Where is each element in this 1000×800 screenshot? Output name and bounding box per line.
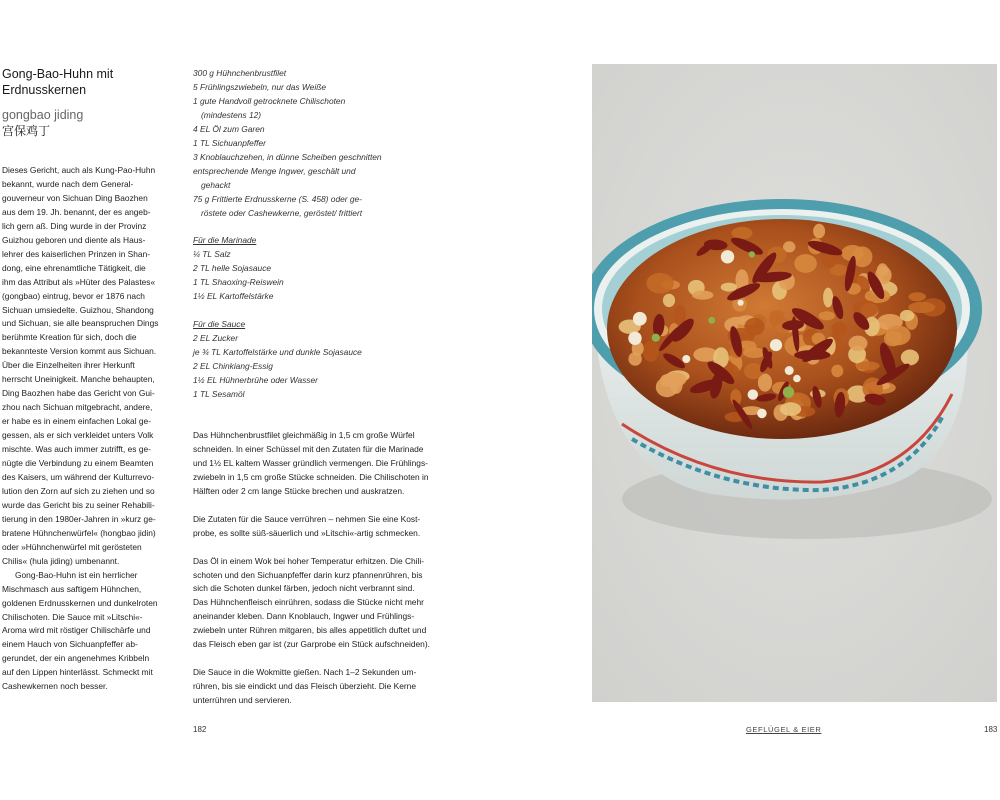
ingredient-line: 75 g Frittierte Erdnusskerne (S. 458) oder ge- xyxy=(193,193,362,204)
intro-line: Mischmasch aus saftigem Hühnchen, xyxy=(2,583,142,594)
intro-line: bekannteste Version kommt aus Sichuan. xyxy=(2,346,157,357)
ingredient-line: 300 g Hühnchenbrustfilet xyxy=(193,68,287,78)
intro-line: nügte die Verbindung zu einem Beamten xyxy=(2,458,154,469)
recipe-chinese-name: 宫保鸡丁 xyxy=(2,124,51,138)
ingredient-line: Für die Marinade xyxy=(193,235,257,246)
intro-line: Sichuan umsiedelte. Guizhou, Shandong xyxy=(2,304,154,315)
ingredient-line: Für die Sauce xyxy=(193,319,246,330)
intro-line: dong, eine ehrenamtliche Tätigkeit, die xyxy=(2,262,146,273)
ingredient-line: ¼ TL Salz xyxy=(193,249,231,260)
intro-line: (gongbao) eintrug, bevor er 1876 nach xyxy=(2,290,145,301)
ingredient-line: 1 gute Handvoll getrocknete Chilischoten xyxy=(193,95,346,106)
intro-line: einem Hauch von Sichuanpfeffer ab- xyxy=(2,639,138,650)
method-line: schoten und den Sichuanpfeffer darin kurz pfannenrühren, bis xyxy=(193,569,423,580)
ingredient-line: 2 EL Chinkiang-Essig xyxy=(193,360,273,371)
intro-line: auf den Lippen hinterlässt. Schmeckt mit xyxy=(2,667,153,678)
method-line: Das Hühnchenfleisch einrühren, sodass die Stücke nicht mehr xyxy=(193,597,424,608)
ingredient-line: je ¾ TL Kartoffelstärke und dunkle Sojasauce xyxy=(193,347,362,358)
intro-line: gouverneur von Sichuan Ding Baozhen xyxy=(2,192,148,203)
intro-line: Aroma wird mit röstiger Chilischärfe und xyxy=(2,625,151,636)
intro-line: er habe es in einem einfachen Lokal ge- xyxy=(2,416,151,427)
intro-line: Dieses Gericht, auch als Kung-Pao-Huhn xyxy=(2,165,156,175)
page-number-left: 182 xyxy=(193,725,207,734)
method-text xyxy=(193,429,453,708)
method-line: unterrühren und servieren. xyxy=(193,695,292,706)
ingredient-line xyxy=(193,220,413,234)
intro-line: mischte. Was auch immer zutrifft, es ge- xyxy=(2,444,151,455)
intro-line: Über die Einzelheiten ihrer Herkunft xyxy=(2,360,135,371)
intro-line: aus dem 19. Jh. benannt, der es angeb- xyxy=(2,206,151,217)
ingredient-line: entsprechende Menge Ingwer, geschält und xyxy=(193,165,356,176)
intro-line: herrscht Uneinigkeit. Manche behaupten, xyxy=(2,374,155,385)
ingredient-line: (mindestens 12) xyxy=(201,109,262,120)
ingredient-line: 5 Frühlingszwiebeln, nur das Weiße xyxy=(193,81,326,92)
recipe-title: Gong-Bao-Huhn mit Erdnusskernen xyxy=(2,67,114,97)
intro-line: Ding Baozhen habe das Gericht von Gui- xyxy=(2,388,155,399)
recipe-pinyin: gongbao jiding xyxy=(2,108,84,122)
intro-line: wurde das Gericht bis zu seiner Rehabili- xyxy=(2,499,155,510)
intro-line: bratene Hühnchenwürfel« (hongbao jidin) xyxy=(2,527,156,538)
method-line: Das Öl in einem Wok bei hoher Temperatur erhitzen. Die Chili- xyxy=(193,555,425,566)
ingredient-line: gehackt xyxy=(201,179,231,190)
page-number-right: 183 xyxy=(984,725,998,734)
intro-line: tierung in den 1980er-Jahren in »kurz ge- xyxy=(2,513,156,524)
method-line: das Fleisch eben gar ist (zur Garprobe ein Stück aufschneiden). xyxy=(193,639,430,650)
method-line: zwiebeln unter Rühren mitgaren, bis alles appetitlich duftet und xyxy=(193,625,427,636)
method-line: zwiebeln in 1,5 cm große Stücke schneiden. Die Chilischoten in xyxy=(193,471,429,482)
section-label: GEFLÜGEL & EIER xyxy=(746,725,822,734)
intro-text xyxy=(2,164,174,694)
intro-line: gessen, als er sich verkleidet unters Volk xyxy=(2,430,154,441)
intro-line: und Sichuan, sie alle beanspruchen Dings xyxy=(2,318,159,329)
intro-line: oder »Hühnchenwürfel mit gerösteten xyxy=(2,541,142,552)
ingredient-line: 2 TL helle Sojasauce xyxy=(193,263,272,274)
method-line: schneiden. In einer Schüssel mit den Zutaten für die Marinade xyxy=(193,443,424,454)
intro-line: Cashewkernen noch besser. xyxy=(2,681,108,692)
ingredient-line: 2 EL Zucker xyxy=(193,333,238,344)
intro-line: ihm das Attribut als »Hüter des Palastes« xyxy=(2,276,156,287)
intro-line: Chilis« (hula jiding) umbenannt. xyxy=(2,555,120,566)
intro-line: bekannt, wurde nach dem General- xyxy=(2,178,134,189)
method-line: Hälften oder 2 cm lange Stücke brechen und auskratzen. xyxy=(193,485,405,496)
method-line: rühren, bis sie eindickt und das Fleisch überzieht. Die Kerne xyxy=(193,681,416,692)
method-line: Die Zutaten für die Sauce verrühren – nehmen Sie eine Kost- xyxy=(193,513,421,524)
method-line: Die Sauce in die Wokmitte gießen. Nach 1–2 Sekunden um- xyxy=(193,667,417,678)
ingredient-line: 1 TL Shaoxing-Reiswein xyxy=(193,277,284,288)
ingredient-line: 1½ EL Kartoffelstärke xyxy=(193,291,274,302)
dish-photo-illustration xyxy=(592,64,997,702)
ingredient-line: 1 TL Sichuanpfeffer xyxy=(193,137,266,148)
ingredient-line: 4 EL Öl zum Garen xyxy=(193,123,265,134)
ingredient-line xyxy=(193,304,413,318)
ingredient-line: 1½ EL Hühnerbrühe oder Wasser xyxy=(193,374,318,385)
intro-line: Guizhou geboren und diente als Haus- xyxy=(2,234,146,245)
method-line: und 1½ EL kaltem Wasser gründlich vermengen. Die Frühlings- xyxy=(193,457,428,468)
method-line xyxy=(193,499,453,513)
ingredient-line: röstete oder Cashewkerne, geröstet/ frittiert xyxy=(201,207,363,218)
method-line: probe, es sollte süß-säuerlich und »Litschi«-artig schmecken. xyxy=(193,527,421,538)
method-line xyxy=(193,541,453,555)
ingredients-list xyxy=(193,67,413,402)
intro-line: berühmte Kreation für sich, doch die xyxy=(2,332,137,343)
intro-line: goldenen Erdnusskernen und dunkelroten xyxy=(2,597,158,608)
intro-line: gerundet, der ein angenehmes Kribbeln xyxy=(2,653,150,664)
method-line: Das Hühnchenbrustfilet gleichmäßig in 1,5 cm große Würfel xyxy=(193,430,415,440)
intro-line: lution den Zorn auf sich zu ziehen und so xyxy=(2,485,155,496)
method-line xyxy=(193,652,453,666)
ingredient-line: 3 Knoblauchzehen, in dünne Scheiben geschnitten xyxy=(193,151,382,162)
method-line: sich die Schoten dunkel färben, jedoch nicht verbrannt sind. xyxy=(193,583,415,594)
intro-line: Chilischoten. Die Sauce mit »Litschi«- xyxy=(2,611,143,622)
intro-line: zhou nach Sichuan mitgebracht, andere, xyxy=(2,402,153,413)
intro-line: des Kaisers, um während der Kulturrevo- xyxy=(2,471,155,482)
method-line: aneinander kleben. Dann Knoblauch, Ingwer und Frühlings- xyxy=(193,611,415,622)
ingredient-line: 1 TL Sesamöl xyxy=(193,388,245,399)
intro-line: Gong-Bao-Huhn ist ein herrlicher xyxy=(15,569,138,580)
dish-photo xyxy=(592,64,997,702)
intro-line: lich gern aß. Ding wurde in der Provinz xyxy=(2,220,147,231)
intro-line: lehrer des kaiserlichen Prinzen in Shan- xyxy=(2,248,151,259)
